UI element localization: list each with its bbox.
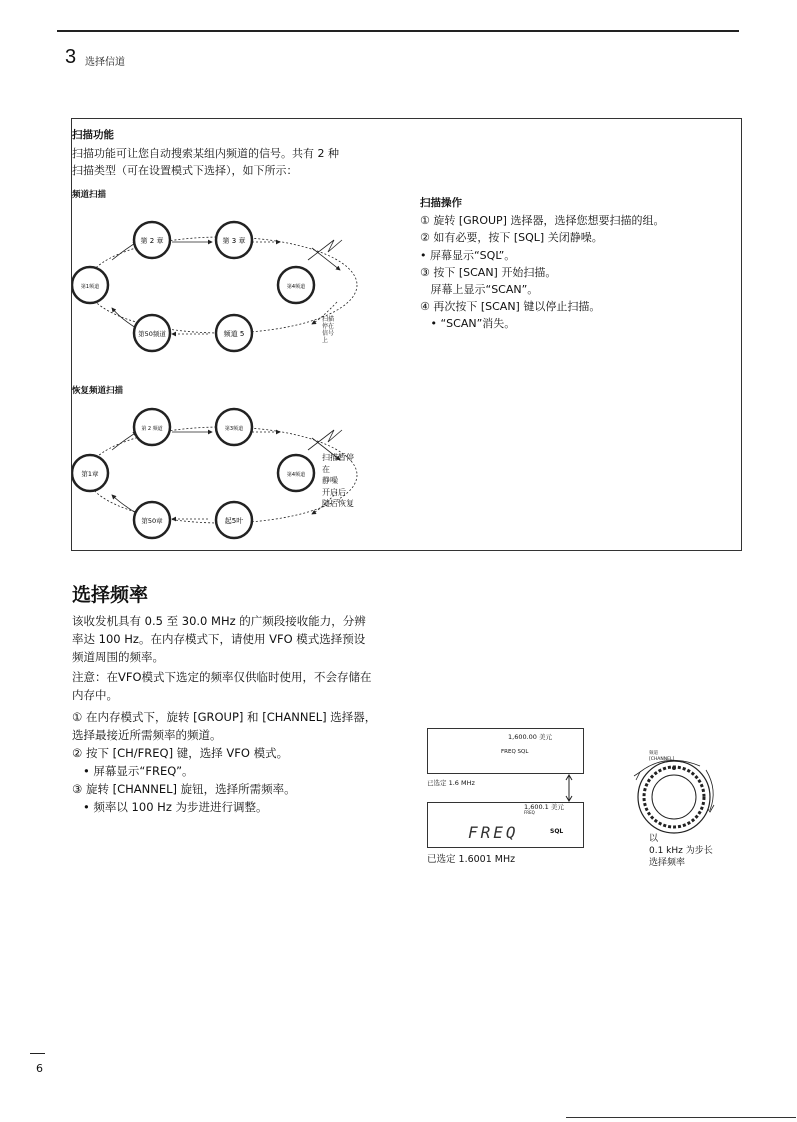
resume-scan-label: 恢复频道扫描 — [72, 386, 124, 396]
lcd-mode-small: FREQ — [524, 810, 535, 815]
lcd-indicator: FREQ SQL — [501, 749, 529, 755]
section-title: 选择频率 — [72, 584, 149, 606]
freq-step: ② 按下 [CH/FREQ] 键，选择 VFO 模式。 — [72, 746, 289, 760]
freq-steps — [72, 708, 376, 816]
freq-step: ① 在内存模式下，旋转 [GROUP] 和 [CHANNEL] 选择器， — [72, 710, 377, 724]
lcd-display-after — [427, 802, 584, 848]
header-rule — [57, 30, 739, 32]
scan-intro-line2: 扫描类型（可在设置模式下选择），如下所示： — [72, 164, 298, 177]
freq-step: ③ 旋转 [CHANNEL] 旋钮，选择所需频率。 — [72, 782, 296, 796]
lcd-indicator: SQL — [550, 828, 564, 835]
footer-edge-rule — [566, 1117, 796, 1118]
freq-step: • 屏幕显示“FREQ”。 — [72, 764, 194, 778]
knob-top-label: 频道 — [649, 751, 658, 756]
page-number: 6 — [36, 1062, 43, 1075]
svg-text:第1章: 第1章 — [81, 470, 99, 478]
svg-text:第1频道: 第1频道 — [80, 284, 100, 290]
lcd-frequency: 1,600.1 美元 — [524, 803, 564, 811]
freq-note: 注意：在VFO模式下选定的频率仅供临时使用，不会存储在 内存中。 — [72, 670, 372, 702]
channel-node — [216, 409, 252, 445]
svg-text:第50频道: 第50频道 — [138, 330, 166, 338]
scan-step: • 屏幕显示“SQL”。 — [420, 248, 516, 262]
freq-intro: 该收发机具有 0.5 至 30.0 MHz 的广频段接收能力，分辨 率达 100 Hz。在内存模式下，请使用 VFO 模式选择预设 频道周围的频率。 — [72, 614, 366, 664]
knob-label: [CHANNEL] — [649, 757, 675, 762]
channel-scan-note: 扫描 停在 信号 上 — [322, 316, 335, 344]
channel-knob — [626, 750, 722, 836]
scan-operation — [420, 195, 664, 333]
scan-step: ① 旋转 [GROUP] 选择器，选择您想要扫描的组。 — [420, 214, 665, 228]
svg-text:第 3 章: 第 3 章 — [222, 237, 246, 245]
scan-step: ④ 再次按下 [SCAN] 键以停止扫描。 — [420, 300, 601, 314]
channel-node — [216, 315, 252, 351]
scan-step: ③ 按下 [SCAN] 开始扫描。 — [420, 265, 557, 279]
chapter-title: 选择信道 — [85, 57, 125, 68]
scan-step: • “SCAN”消失。 — [420, 317, 516, 331]
chapter-number: 3 — [65, 46, 77, 68]
scan-operation-title: 扫描操作 — [420, 197, 462, 209]
channel-node — [134, 502, 170, 538]
svg-text:第 2 频道: 第 2 频道 — [141, 426, 163, 432]
svg-text:起5叶: 起5叶 — [224, 517, 244, 525]
channel-node — [72, 267, 108, 303]
scan-step: ② 如有必要，按下 [SQL] 关闭静噪。 — [420, 231, 603, 245]
resume-scan-note: 扫描暂停 在 静噪 开启后 随后恢复 — [322, 453, 354, 508]
channel-node — [134, 409, 170, 445]
svg-text:第4频道: 第4频道 — [286, 284, 306, 290]
lcd-display-before — [427, 728, 584, 774]
svg-text:第50章: 第50章 — [141, 517, 163, 525]
channel-node — [134, 315, 170, 351]
lcd-segment-readout: FREQ — [468, 823, 519, 842]
knob-caption: 以 0.1 kHz 为步长 选择频率 — [649, 834, 713, 868]
channel-scan-label: 频道扫描 — [72, 190, 107, 200]
lcd-caption-before: 已选定 1.6 MHz — [427, 779, 475, 787]
svg-text:第 2 章: 第 2 章 — [140, 237, 164, 245]
channel-node — [72, 455, 108, 491]
channel-node — [216, 502, 252, 538]
channel-node — [278, 267, 314, 303]
transition-arrow — [564, 774, 574, 802]
svg-text:频道 5: 频道 5 — [223, 330, 245, 338]
svg-text:第3频道: 第3频道 — [224, 426, 244, 432]
scan-step: 屏幕上显示“SCAN”。 — [420, 283, 539, 297]
footer-rule — [30, 1053, 45, 1054]
channel-node — [278, 455, 314, 491]
scan-box-title: 扫描功能 — [72, 129, 114, 141]
scan-intro-line1: 扫描功能可让您自动搜索某组内频道的信号。共有 2 种 — [72, 147, 339, 160]
channel-node — [134, 222, 170, 258]
freq-step: • 频率以 100 Hz 为步进进行调整。 — [72, 800, 268, 814]
freq-step: 选择最接近所需频率的频道。 — [72, 728, 222, 742]
svg-text:第4频道: 第4频道 — [286, 472, 306, 478]
lcd-caption-after: 已选定 1.6001 MHz — [427, 854, 516, 865]
lcd-frequency: 1,600.00 美元 — [508, 733, 553, 741]
channel-node — [216, 222, 252, 258]
